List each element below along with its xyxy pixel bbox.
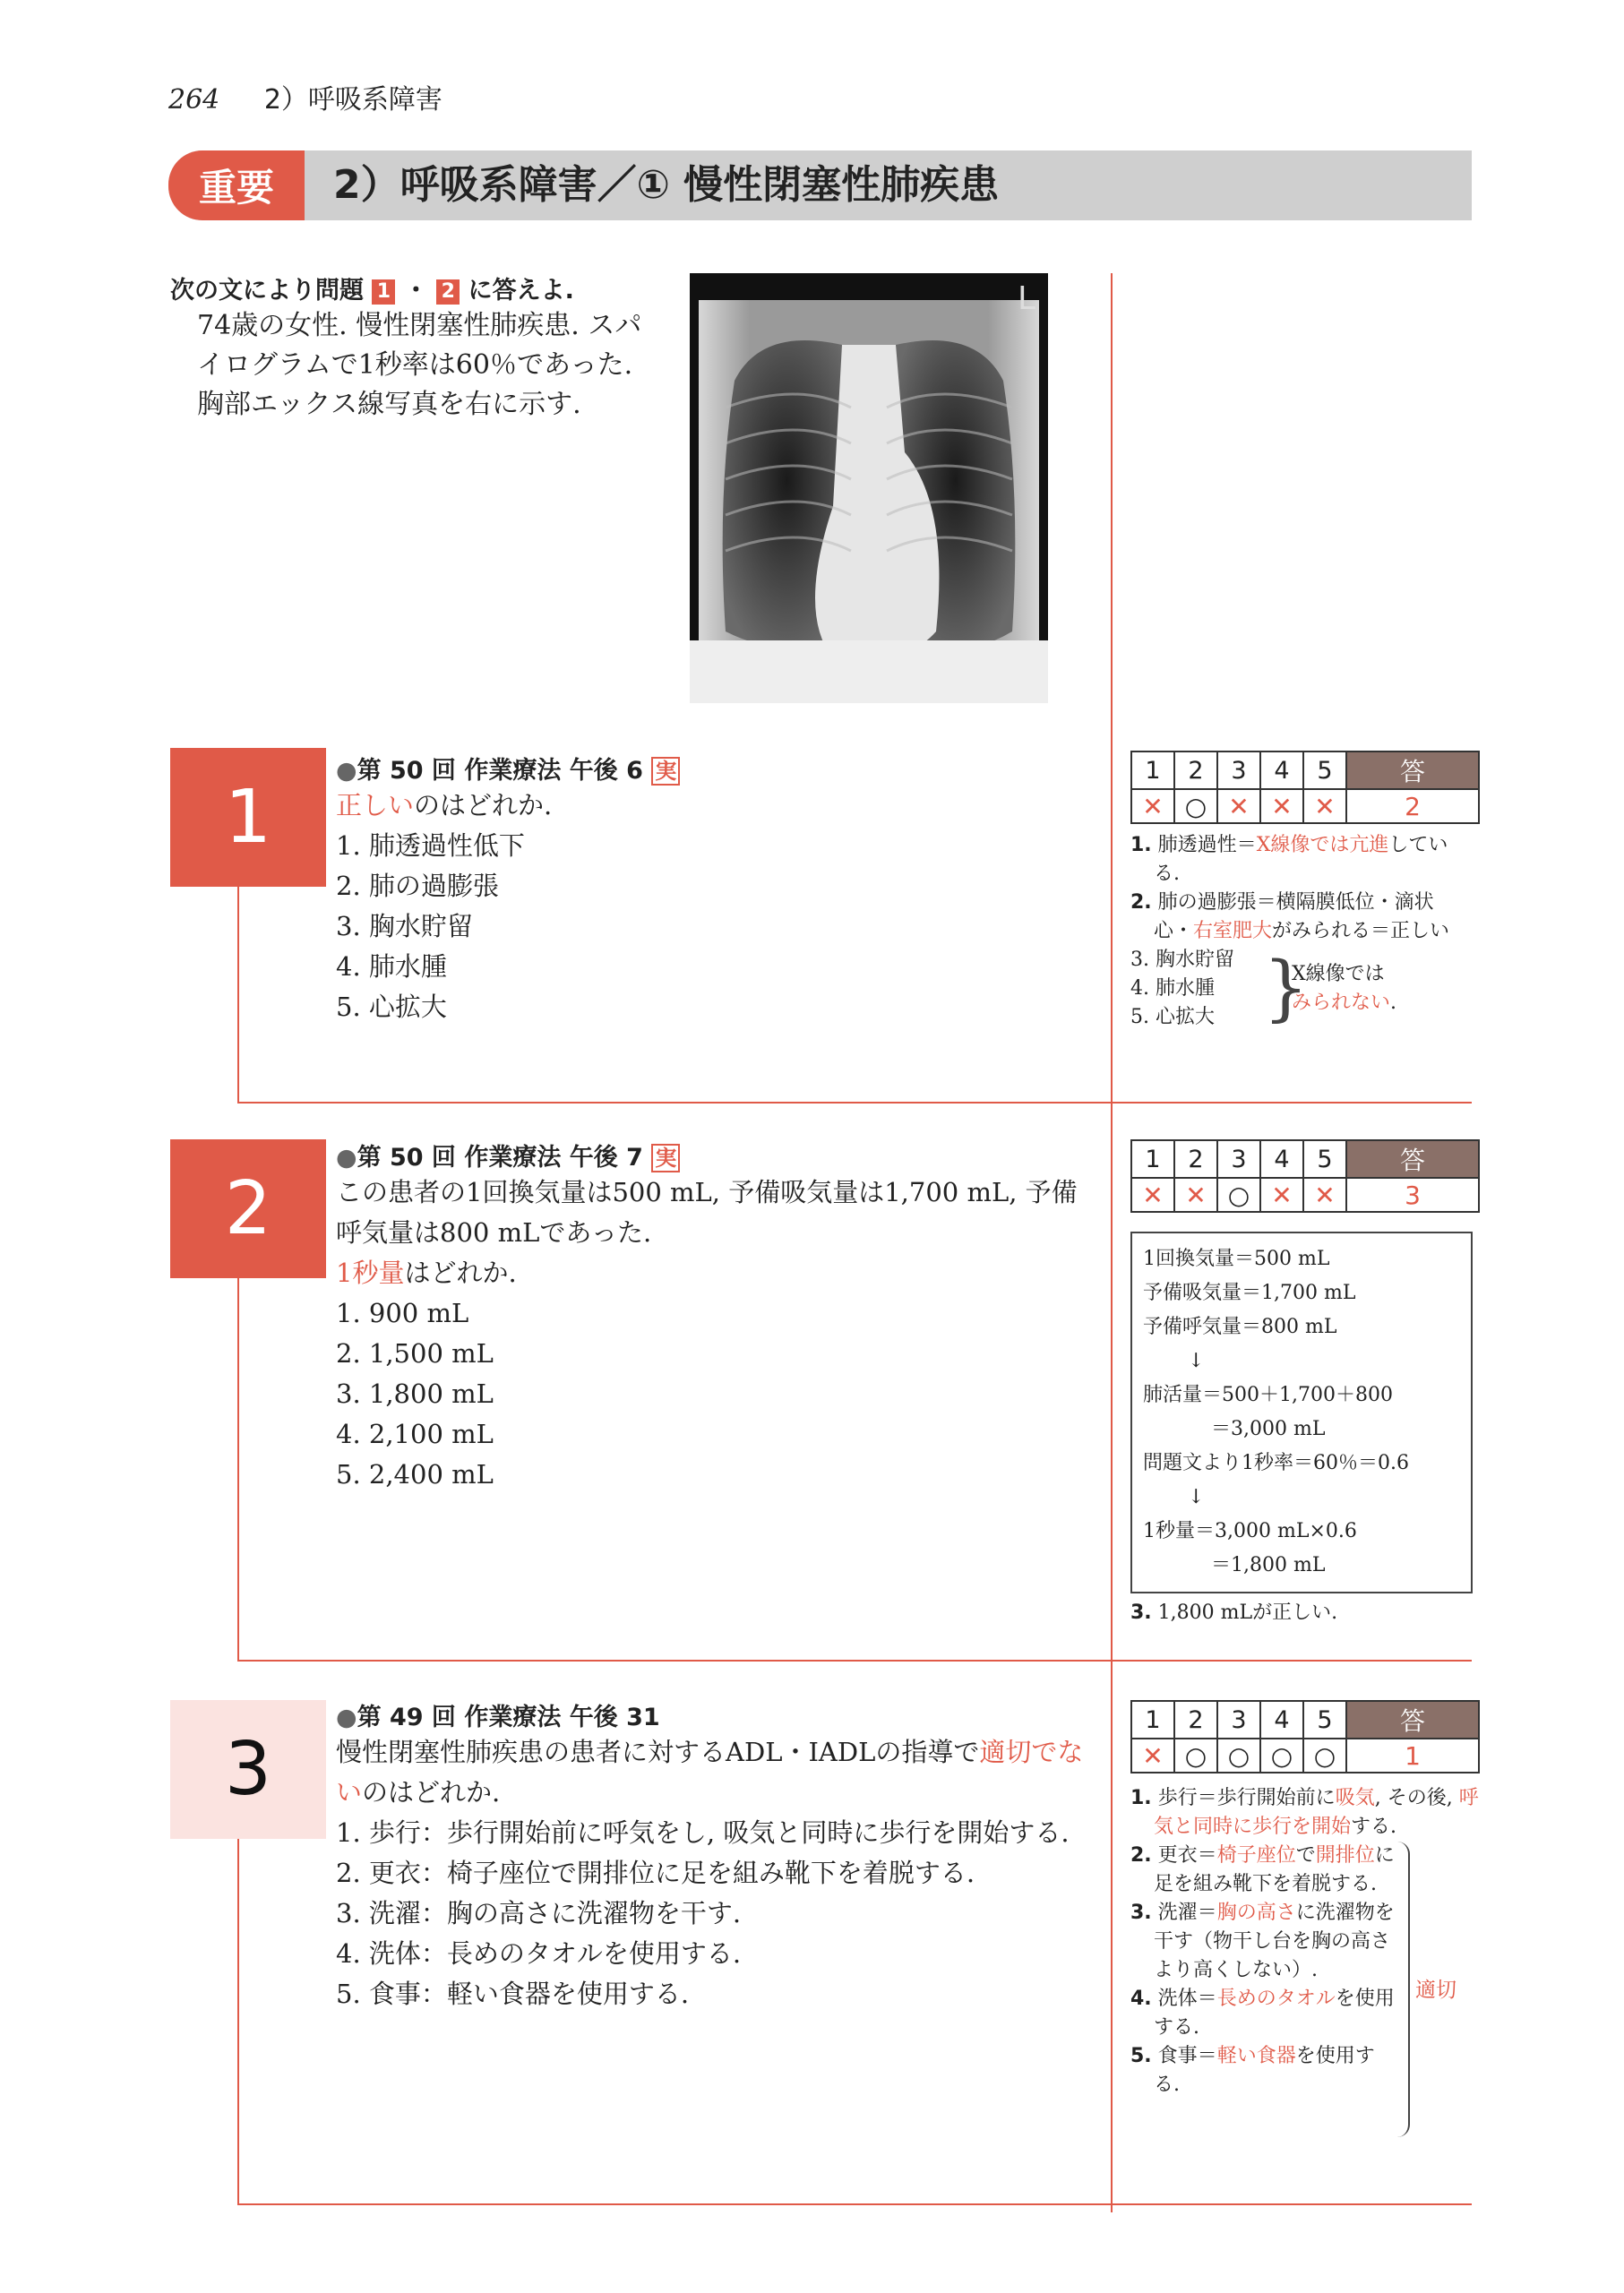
mark-wrong: ✕ [1131,1739,1174,1773]
banner-title: 2）呼吸系障害／① 慢性閉塞性肺疾患 [333,162,1000,208]
stem-emphasis: 1秒量 [336,1258,405,1288]
choice-header: 5 [1303,1140,1346,1178]
down-arrow-icon: ↓ [1188,1350,1205,1372]
choice-header: 4 [1260,1701,1303,1739]
intro-separator: ・ [403,277,428,305]
question-1-source: ●第 50 回 作業療法 午後 6 実 [336,751,1088,786]
option: 5. 心拡大 [336,992,447,1022]
q3-bottom-rule [237,2203,1472,2205]
xray-side-marker: L [1017,280,1035,317]
explanation-group [1130,1842,1471,2100]
explanation-item: 2. 肺の過膨張＝横隔膜低位・滴状心・右室肥大がみられる＝正しい [1130,891,1450,942]
question-1-stem [336,786,1088,826]
calc-line: 1秒量＝3,000 mL×0.6 [1143,1520,1357,1542]
mark-correct: ○ [1174,789,1217,823]
q1-bottom-rule [237,1102,1472,1104]
choice-header: 3 [1217,1140,1260,1178]
explanation-item: 1. 歩行＝歩行開始前に吸気, その後, 呼気と同時に歩行を開始する. [1130,1787,1479,1838]
q2-left-rule [237,1276,239,1660]
choice-header: 2 [1174,1140,1217,1178]
choice-header: 5 [1303,1701,1346,1739]
option: 1. 肺透過性低下 [336,830,525,861]
mark-correct: ○ [1303,1739,1346,1773]
calc-line: 肺活量＝500＋1,700＋800 [1143,1384,1393,1406]
mark-wrong: ✕ [1131,1178,1174,1212]
question-2-body [336,1138,1097,1495]
explanation-item: 1. 肺透過性＝X線像では亢進している. [1130,834,1448,885]
option: 4. 洗体：長めのタオルを使用する. [336,1938,742,1969]
explanation-item: 5. 食事＝軽い食器を使用する. [1130,2045,1375,2096]
option: 3. 胸水貯留 [336,911,473,941]
option: 1. 歩行：歩行開始前に呼気をし, 吸気と同時に歩行を開始する. [336,1817,1070,1848]
chest-xray-image [690,273,1048,703]
answer-header: 答 [1346,1140,1479,1178]
mark-wrong: ✕ [1303,1178,1346,1212]
option: 2. 更衣：椅子座位で開排位に足を組み靴下を着脱する. [336,1858,975,1888]
answer-table-1 [1130,751,1480,824]
explanation-item: 5. 心拡大 [1130,1006,1215,1028]
explanation-3 [1130,1784,1479,2100]
q2-bottom-rule [237,1660,1472,1662]
calc-line: 1回換気量＝500 mL [1143,1248,1330,1270]
brace-note: 適切 [1415,1979,1456,2002]
question-number-2: 2 [170,1139,326,1278]
question-number-3: 3 [170,1700,326,1839]
explanation-item: 3. 胸水貯留 [1130,949,1234,971]
column-divider [1111,273,1113,2212]
question-2-source: ●第 50 回 作業療法 午後 7 実 [336,1138,1097,1172]
mark-correct: ○ [1217,1178,1260,1212]
mark-correct: ○ [1217,1739,1260,1773]
question-1-body [336,751,1088,1027]
stem-emphasis: 適切でない [336,1737,1084,1808]
choice-header: 2 [1174,1701,1217,1739]
calc-line: 予備吸気量＝1,700 mL [1143,1282,1356,1304]
mark-wrong: ✕ [1260,789,1303,823]
q3-left-rule [237,1836,239,2203]
intro-lead-text: 次の文により問題 [170,277,364,305]
practical-badge: 実 [651,757,680,786]
choice-header: 3 [1217,751,1260,789]
choice-header: 5 [1303,751,1346,789]
mark-correct: ○ [1174,1739,1217,1773]
brace-note: X線像では みられない. [1292,963,1397,1014]
explanation-group [1130,946,1471,1032]
choice-header: 2 [1174,751,1217,789]
choice-header: 4 [1260,1140,1303,1178]
calc-line: 問題文より1秒率＝60％＝0.6 [1143,1452,1409,1474]
practical-badge: 実 [651,1144,680,1172]
running-head [168,77,443,116]
source-text: 第 50 回 作業療法 午後 6 [357,757,643,785]
question-ref-badge-1: 1 [372,279,395,305]
down-arrow-icon: ↓ [1188,1486,1205,1508]
option: 5. 2,400 mL [336,1459,494,1490]
mark-wrong: ✕ [1303,789,1346,823]
calc-line: ＝3,000 mL [1211,1418,1326,1440]
calculation-box [1130,1232,1473,1593]
question-3-stem: 慢性閉塞性肺疾患の患者に対するADL・IADLの指導で適切でないのはどれか. [336,1737,1084,1808]
answer-table-3 [1130,1700,1480,1773]
explanation-1 [1130,831,1471,1032]
answer-table-2 [1130,1139,1480,1213]
choice-header: 3 [1217,1701,1260,1739]
calc-line: ＝1,800 mL [1211,1554,1326,1576]
intro-lead-text-end: に答えよ. [468,277,574,305]
mark-wrong: ✕ [1217,789,1260,823]
answer-header: 答 [1346,1701,1479,1739]
chest-xray-graphic [690,273,1048,703]
question-number-1: 1 [170,748,326,887]
option: 1. 900 mL [336,1298,469,1328]
stem-rest: のはどれか. [414,790,553,820]
calc-line: 予備呼気量＝800 mL [1143,1316,1337,1338]
section-name: 2）呼吸系障害 [263,84,443,116]
stem-rest: はどれか. [404,1258,517,1288]
question-2-stem: この患者の1回換気量は500 mL, 予備吸気量は1,700 mL, 予備呼気量は800 mLであった. [336,1177,1078,1248]
option: 3. 1,800 mL [336,1378,494,1409]
source-text: 第 50 回 作業療法 午後 7 [357,1144,643,1172]
important-tag: 重要 [168,150,305,220]
option: 2. 肺の過膨張 [336,871,499,901]
option: 4. 肺水腫 [336,951,447,982]
mark-wrong: ✕ [1260,1178,1303,1212]
page-number: 264 [168,84,220,116]
answer-header: 答 [1346,751,1479,789]
question-2-ask [336,1253,1097,1293]
question-3-body [336,1697,1097,2014]
explanation-item: 3. 洗濯＝胸の高さに洗濯物を干す（物干し台を胸の高さより高くしない）. [1130,1902,1395,1981]
mark-correct: ○ [1260,1739,1303,1773]
source-text: 第 49 回 作業療法 午後 31 [357,1704,660,1731]
choice-header: 1 [1131,1140,1174,1178]
stem-emphasis: 正しい [336,790,415,820]
answer-value: 2 [1346,789,1479,823]
question-3-source: ●第 49 回 作業療法 午後 31 [336,1704,660,1731]
intro-lead [170,271,574,305]
question-ref-badge-2: 2 [436,279,460,305]
choice-header: 1 [1131,1701,1174,1739]
option: 3. 洗濯：胸の高さに洗濯物を干す. [336,1898,742,1928]
mark-wrong: ✕ [1131,789,1174,823]
mark-wrong: ✕ [1174,1178,1217,1212]
explanation-item: 2. 更衣＝椅子座位で開排位に足を組み靴下を着脱する. [1130,1844,1395,1895]
case-description: 74歳の女性. 慢性閉塞性肺疾患. スパイログラムで1秒率は60％であった. 胸部エックス線写真を右に示す. [197,310,642,420]
choice-header: 1 [1131,751,1174,789]
brace-icon [1396,1842,1410,2137]
explanation-item: 4. 肺水腫 [1130,977,1215,1000]
option: 5. 食事：軽い食器を使用する. [336,1979,690,2009]
q1-left-rule [237,887,239,1102]
answer-value: 1 [1346,1739,1479,1773]
answer-value: 3 [1346,1178,1479,1212]
brace-icon: } [1263,946,1309,1029]
option: 4. 2,100 mL [336,1419,494,1449]
explanation-2: 3. 1,800 mLが正しい. [1130,1602,1338,1624]
choice-header: 4 [1260,751,1303,789]
option: 2. 1,500 mL [336,1338,494,1369]
explanation-item: 4. 洗体＝長めのタオルを使用する. [1130,1988,1395,2039]
